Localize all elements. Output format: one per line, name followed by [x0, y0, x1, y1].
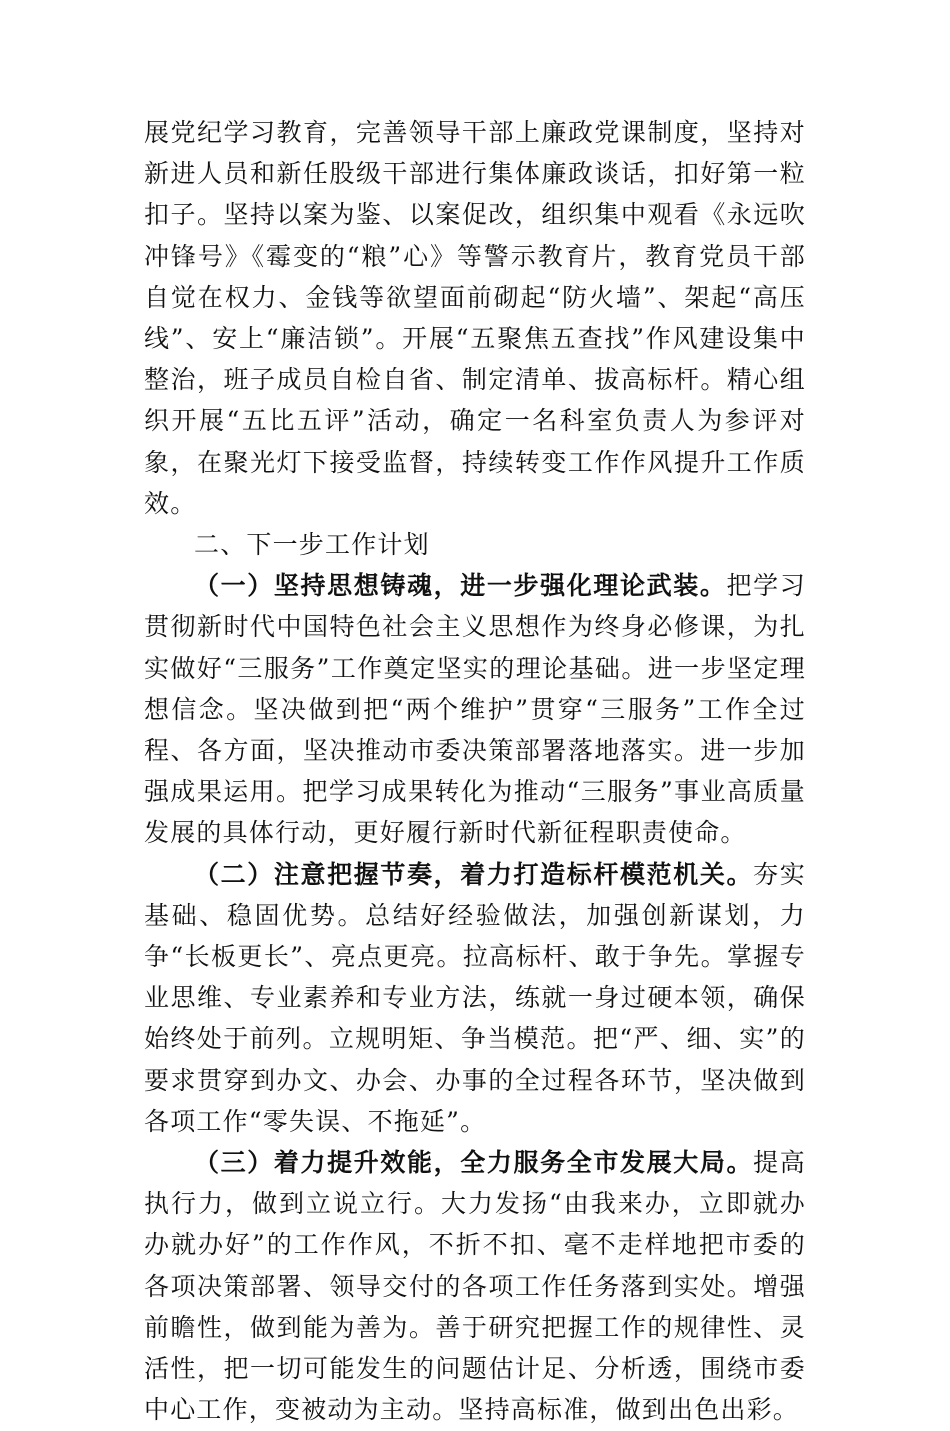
paragraph-lead: （一）坚持思想铸魂，进一步强化理论武装。 — [194, 571, 727, 601]
paragraph-section-2 — [144, 854, 806, 1142]
section-heading: 二、下一步工作计划 — [194, 530, 430, 560]
paragraph-text: 夯实基础、稳固优势。总结好经验做法，加强创新谋划，力争“长板更长”、亮点更亮。拉高标杆、敢于争先。掌握专业思维、专业素养和专业方法，练就一身过硬本领，确保始终处于前列。立规明矩、争当模范。把“严、细、实”的要求贯穿到办文、办会、办事的全过程各环节，坚决做到各项工作“零失误、不拖延”。 — [144, 859, 806, 1136]
paragraph-lead: （二）注意把握节奏，着力打造标杆模范机关。 — [194, 859, 754, 889]
paragraph-section-1 — [144, 565, 806, 853]
paragraph-text: 把学习贯彻新时代中国特色社会主义思想作为终身必修课，为扎实做好“三服务”工作奠定坚实的理论基础。进一步坚定理想信念。坚决做到把“两个维护”贯穿“三服务”工作全过程、各方面，坚决推动市委决策部署落地落实。进一步加强成果运用。把学习成果转化为推动“三服务”事业高质量发展的具体行动，更好履行新时代新征程职责使命。 — [144, 571, 806, 848]
paragraph-section-3 — [144, 1142, 806, 1430]
document-body — [144, 112, 806, 1431]
paragraph-continuation — [144, 112, 806, 524]
paragraph-text: 展党纪学习教育，完善领导干部上廉政党课制度，坚持对新进人员和新任股级干部进行集体廉政谈话，扣好第一粒扣子。坚持以案为鉴、以案促改，组织集中观看《永远吹冲锋号》《霉变的“粮”心》等警示教育片，教育党员干部自觉在权力、金钱等欲望面前砌起“防火墙”、架起“高压线”、安上“廉洁锁”。开展“五聚焦五查找”作风建设集中整治，班子成员自检自省、制定清单、拔高标杆。精心组织开展“五比五评”活动，确定一名科室负责人为参评对象，在聚光灯下接受监督，持续转变工作作风提升工作质效。 — [144, 118, 806, 518]
paragraph-lead: （三）着力提升效能，全力服务全市发展大局。 — [194, 1148, 754, 1178]
paragraph-text: 提高执行力，做到立说立行。大力发扬“由我来办，立即就办办就办好”的工作作风，不折不扣、毫不走样地把市委的各项决策部署、领导交付的各项工作任务落到实处。增强前瞻性，做到能为善为。善于研究把握工作的规律性、灵活性，把一切可能发生的问题估计足、分析透，围绕市委中心工作，变被动为主动。坚持高标准，做到出色出彩。 — [144, 1148, 806, 1425]
